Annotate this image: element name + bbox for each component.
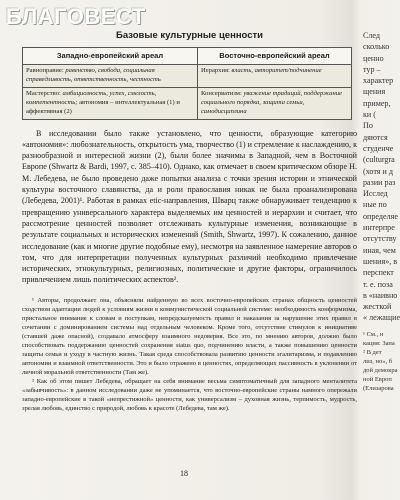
cell-values: равенство, свобода, социальная справедливость, ответственность, честность [26,67,161,84]
right-page-footnotes [363,330,400,393]
right-page-line: интерпре [363,223,395,233]
cell-label: автономия – [79,98,114,106]
footnote-2: ² Как об этом пишет Лебедева, обращает на себя внимание весьма симптоматичный для западного менталитета «забывчивость»: в данном исследовании даже не упоминается, что восточно-европейские страны намного опережали западно-европейские в такой «непрестижной» ценности, как универсализм – духовная жизнь, терпимость, мудрость, зрелая любовь, единство с природой, любовь к красоте (Лебедева, там же). [22,377,357,412]
right-page-footnote-line: ¹ См., н [363,330,384,338]
cell-label: Равноправие: [26,67,64,75]
cell-label: Мастерство: [26,89,61,97]
table-cell [197,65,351,88]
table-cell [197,87,351,119]
right-page-line: пример, [363,98,391,108]
right-page-line: характер [363,76,394,86]
table-cell [23,65,198,88]
right-page-line: След [363,31,381,40]
watermark-logo: БЛАГОВЕСТ [6,4,146,29]
table-row [23,65,352,88]
column-header-east: Восточно-европейский ареал [197,48,351,65]
right-page-line: т. е. поза [363,279,393,289]
right-page-line: По [363,121,373,131]
cell-values: уважение традиций, поддержание социального порядка, защита семьи, самодисциплина [200,89,342,115]
cell-label: Консерватизм: [200,89,242,97]
right-page-footnote-line: дой демокра [363,366,398,374]
footnote-1: ¹ Авторы, продолжает она, объясняли найденную во всех восточно-европейских странах общность ценностей сходством адаптации людей к условиям жизни в коммунистической социальной системе: необходимость конформизма, пристальное внимание к словам и поступкам, непредсказуемость правил и наказания за нарушение этих правил в сочетании с доминированием системы над отдельным человеком. Кроме того, отсутствие стимулов к инициативе (ставшей даже опасной), создавало атмосферу взаимного недоверия. Все это, по мнению авторов, должно было способствовать поддержанию ценностей сохранения status quo, подчинению власти, а также повышению ценности защиты семьи и уходу в частную жизнь. Такая среда способствовала развитию ценности эгалитаризма, и подавлению автономии и взаимной ответственности. Это и было отражено в ценностях, определяющих пассивность в уклонении от личной моральной ответственности (Там же). [22,296,357,376]
right-page-footnote-line: кация: Запа [363,339,395,347]
page-number: 18 [180,469,188,478]
right-page-line: шения», в [363,256,398,266]
cell-label: интеллектуальная (1) и аффективная (2) [26,98,180,115]
right-page-line: в «наивно [363,290,398,300]
cell-values: амбициозность, успех, смелость, компетентность; [26,89,157,106]
left-page-column [22,30,357,413]
footnotes [22,296,357,413]
right-page-line: ценно [363,53,384,63]
right-page-line: тур – [363,64,381,74]
right-page-line: ные по [363,200,387,210]
column-header-west: Западно-европейский ареал [23,48,198,65]
right-page-line: определяе [363,211,398,221]
right-page-line: перспект [363,268,394,278]
right-page-line: ки ( [363,110,376,120]
values-table [22,47,352,120]
right-page-line: студенче [363,143,394,153]
body-text [22,128,357,286]
right-page-footnote-line: ² В дет [363,348,382,356]
right-page-line: (хотя и д [363,166,394,176]
table-title: Базовые культурные ценности [115,30,264,41]
right-page-line: сколько [363,42,390,52]
table-row [23,87,352,119]
right-page-line: разии раз [363,177,396,187]
right-page-line: иная, чем [363,245,396,255]
table-cell [23,87,198,119]
right-page-line: Исслед [363,189,388,199]
right-page-footnote-line: (Елизарова [363,384,394,392]
paragraph: В исследовании было также установлено, что ценности, образующие категорию «автономия»: любознательность, открытость ума, творчество (1) и стремление к наслаждению, к разнообразной и интересной жизни (2), были более значимы в Западной, чем в Восточной Европе (Shwartz & Bardi, 1997, с. 385–410). Однако, как отмечает в своем критическом обзоре Н. М. Лебедева, не было проведено даже попытки анализа с точки зрения истории и этнической культуры восточного славянства, да и роли православия никак не была проанализирована (Лебедева, 2001)¹. Работая в рамках etic-направления, Шварц также обнаруживает тенденцию к превращению универсального характера выделяемых им ценностей и иерархии и считает, что рассмотрение ценностей позволяет отслеживать культурные изменения, возникающие в результате социальных и исторических изменений (Smith, Shwartz, 1997). К сожалению, данное исследование (как и многие другие подобные ему), несмотря на заявленное намерение авторов о том, что для интерпретации полученных культурных различий необходимо привлечение исторических, этнокультурных, религиозных, политические и другие факторы, ограничилось привлечением лишь политических аспектов². [22,128,357,285]
cell-label: Иерархия: [200,67,230,75]
right-page-line: отсутству [363,234,397,244]
right-page-line: « лежащие [363,313,400,323]
right-page-line: жесткой [363,302,392,312]
right-page-lines [363,30,400,324]
right-page-line: дяются [363,132,388,142]
right-page-column [363,30,400,393]
right-page-footnote-line: лиз, но», б [363,357,393,365]
right-page-line: щения [363,87,386,97]
right-page-line: (culturgra [363,155,395,165]
right-page-footnote-line: ной Европ [363,375,392,383]
cell-values: власть, авторитет/подчинение [231,67,322,75]
